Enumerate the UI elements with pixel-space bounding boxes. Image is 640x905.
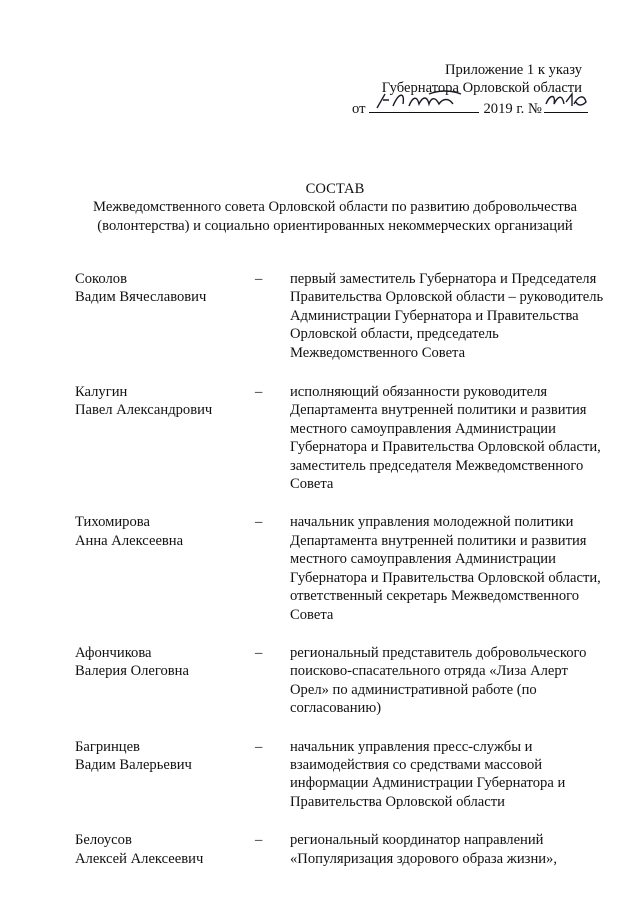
member-row [75,831,615,868]
member-row [75,644,615,718]
appendix-header [352,61,582,118]
member-surname: Багринцев [75,738,140,755]
member-name [75,270,255,362]
member-role: начальник управления молодежной политики Департамента внутренней политики и развития местного самоуправления Администрации Губернатора и Правительства Орловской области, ответственный секретарь Межведомственного Совета [290,514,601,623]
member-dash: – [255,384,263,401]
member-surname: Афончикова [75,644,152,661]
appendix-line-1: Приложение 1 к указу [444,62,582,78]
member-dash: – [255,514,263,531]
member-role: региональный координатор направлений «Популяризация здорового образа жизни», [290,832,558,867]
member-name [75,383,255,493]
title-subtitle: Межведомственного совета Орловской области по развитию добровольчества (волонтерства) и социально ориентированных некоммерческих организаций [93,199,577,234]
title-heading: СОСТАВ [305,181,365,197]
date-handwritten-field [369,98,479,113]
member-given-name: Павел Александрович [75,402,213,419]
member-row [75,738,615,812]
member-name [75,738,255,812]
member-given-name: Вадим Вячеславович [75,289,207,306]
member-given-name: Вадим Валерьевич [75,756,192,773]
member-role: региональный представитель добровольческого поисково-спасательного отряда «Лиза Алерт Орел» по административной работе (по согласованию) [290,644,587,717]
member-role: первый заместитель Губернатора и Председателя Правительства Орловской области – руководитель Администрации Губернатора и Правительства Орловской области, председатель Межведомственного Совета [290,271,604,361]
member-name [75,831,255,868]
appendix-line-3 [352,98,582,118]
member-given-name: Алексей Алексеевич [75,850,204,867]
handwritten-number-icon [544,90,588,112]
number-handwritten-field [544,98,588,113]
document-title [90,180,580,235]
member-surname: Калугин [75,384,128,401]
member-given-name: Валерия Олеговна [75,663,189,680]
members-list [75,270,615,868]
member-dash: – [255,644,263,661]
year-label: 2019 г. № [483,100,542,117]
member-role: исполняющий обязанности руководителя Департамента внутренней политики и развития местного самоуправления Администрации Губернатора и Правительства Орловской области, заместитель председателя Межведомственного Совета [290,384,601,493]
member-name [75,644,255,718]
member-dash: – [255,271,263,287]
from-label: от [352,100,366,117]
member-row [75,270,615,362]
member-row [75,513,615,623]
member-row [75,383,615,493]
member-surname: Тихомирова [75,514,150,531]
member-dash: – [255,832,263,849]
appendix-line-2: Губернатора Орловской области [381,80,582,97]
member-dash: – [255,738,263,755]
member-role: начальник управления пресс-службы и взаимодействия со средствами массовой информации Администрации Губернатора и Правительства Орловской области [290,738,566,810]
handwritten-date-icon [369,90,479,112]
member-surname: Белоусов [75,832,132,849]
member-name [75,513,255,623]
member-surname: Соколов [75,271,127,287]
member-given-name: Анна Алексеевна [75,532,184,549]
